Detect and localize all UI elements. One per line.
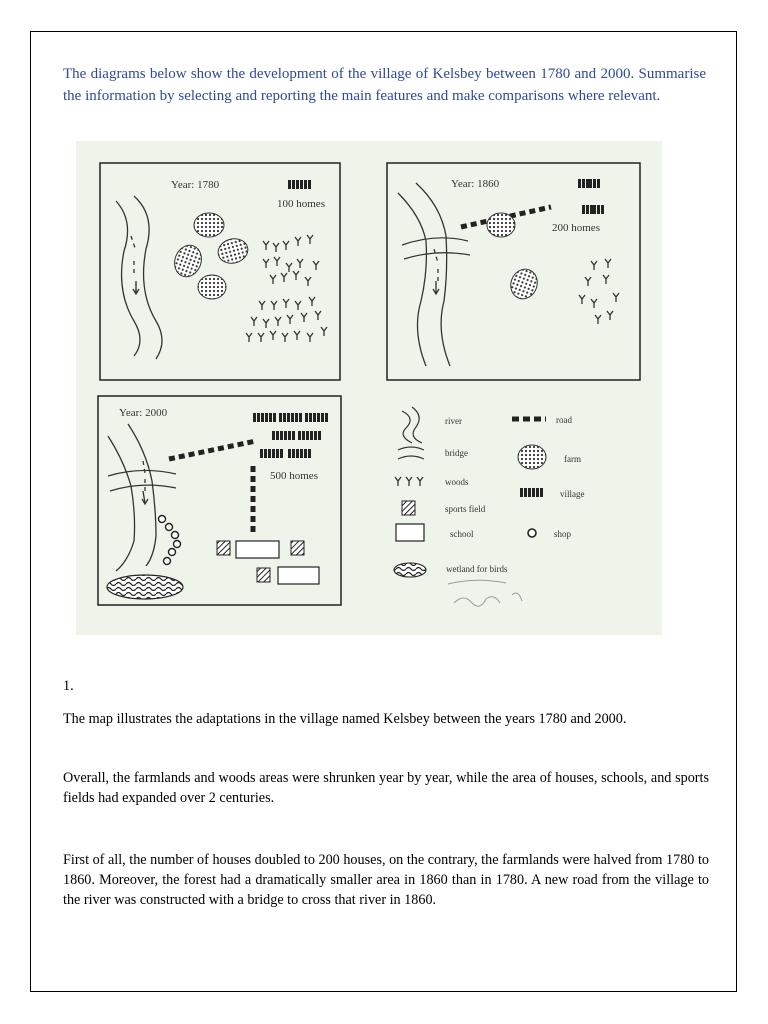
legend-shop-label: shop [554,529,572,539]
map-1860 [387,163,640,380]
farms-1860 [487,213,541,303]
shops-2000 [159,516,181,565]
map-legend [394,407,585,606]
river-1860 [398,183,450,366]
legend-road-label: road [556,415,572,425]
farms-1780 [170,213,250,299]
legend-farm-label: farm [564,454,581,464]
bridge-1860 [402,238,470,259]
river-2000 [108,424,156,571]
legend-school-label: school [450,529,474,539]
map-2000 [98,396,341,605]
task-prompt: The diagrams below show the development of the village of Kelsbey between 1780 and 2000. Summarise the information by selecting and reporting the main features and make comparisons where relevant. [63,66,706,104]
woods-1780 [246,235,327,342]
legend-woods-icon [395,477,423,486]
legend-school-icon [396,524,424,541]
schools-2000 [236,541,319,584]
map-1780-year-label: Year: 1780 [171,179,220,191]
bridge-2000 [108,470,176,491]
essay-paragraph-2: Overall, the farmlands and woods areas were shrunken year by year, while the area of houses, schools, and sports fields had expanded over 2 centuries. [63,770,709,806]
legend-river-label: river [445,416,462,426]
legend-river-icon [402,407,422,443]
road-2000-river [169,441,256,459]
legend-sports-field-icon [402,501,415,515]
legend-woods-label: woods [445,477,469,487]
legend-wetland-icon [394,563,426,577]
map-1860-homes-label: 200 homes [552,222,600,234]
legend-sports-field-label: sports field [445,504,486,514]
map-1780 [100,163,340,380]
river-1780 [116,196,162,359]
legend-village-icon [520,488,543,497]
essay-paragraph-1: The map illustrates the adaptations in the village named Kelsbey between the years 1780 and 2000. [63,711,627,727]
village-icon-2000 [253,413,328,458]
essay-paragraph-3: First of all, the number of houses doubled to 200 houses, on the contrary, the farmlands were halved from 1780 to 1860. Moreover, the forest had a dramatically smaller area in 1860 than in 1780. A new road from the village to the river was constructed with a bridge to cross that river in 1860. [63,852,709,908]
map-1780-homes-label: 100 homes [277,198,325,210]
legend-farm-icon [518,445,546,469]
wetland-2000 [107,575,183,599]
woods-1860 [579,259,619,324]
legend-bridge-icon [398,447,424,459]
map-1860-year-label: Year: 1860 [451,178,500,190]
map-2000-year-label: Year: 2000 [119,407,168,419]
essay-number: 1. [63,678,74,694]
legend-bridge-label: bridge [445,448,468,458]
handwritten-scribble [448,580,522,606]
village-icon-1780 [288,180,311,189]
legend-wetland-label: wetland for birds [446,564,508,574]
village-icon-1860 [578,179,604,214]
legend-village-label: village [560,489,585,499]
scanned-map-image [76,141,662,635]
map-2000-homes-label: 500 homes [270,470,318,482]
legend-shop-icon [528,529,536,537]
